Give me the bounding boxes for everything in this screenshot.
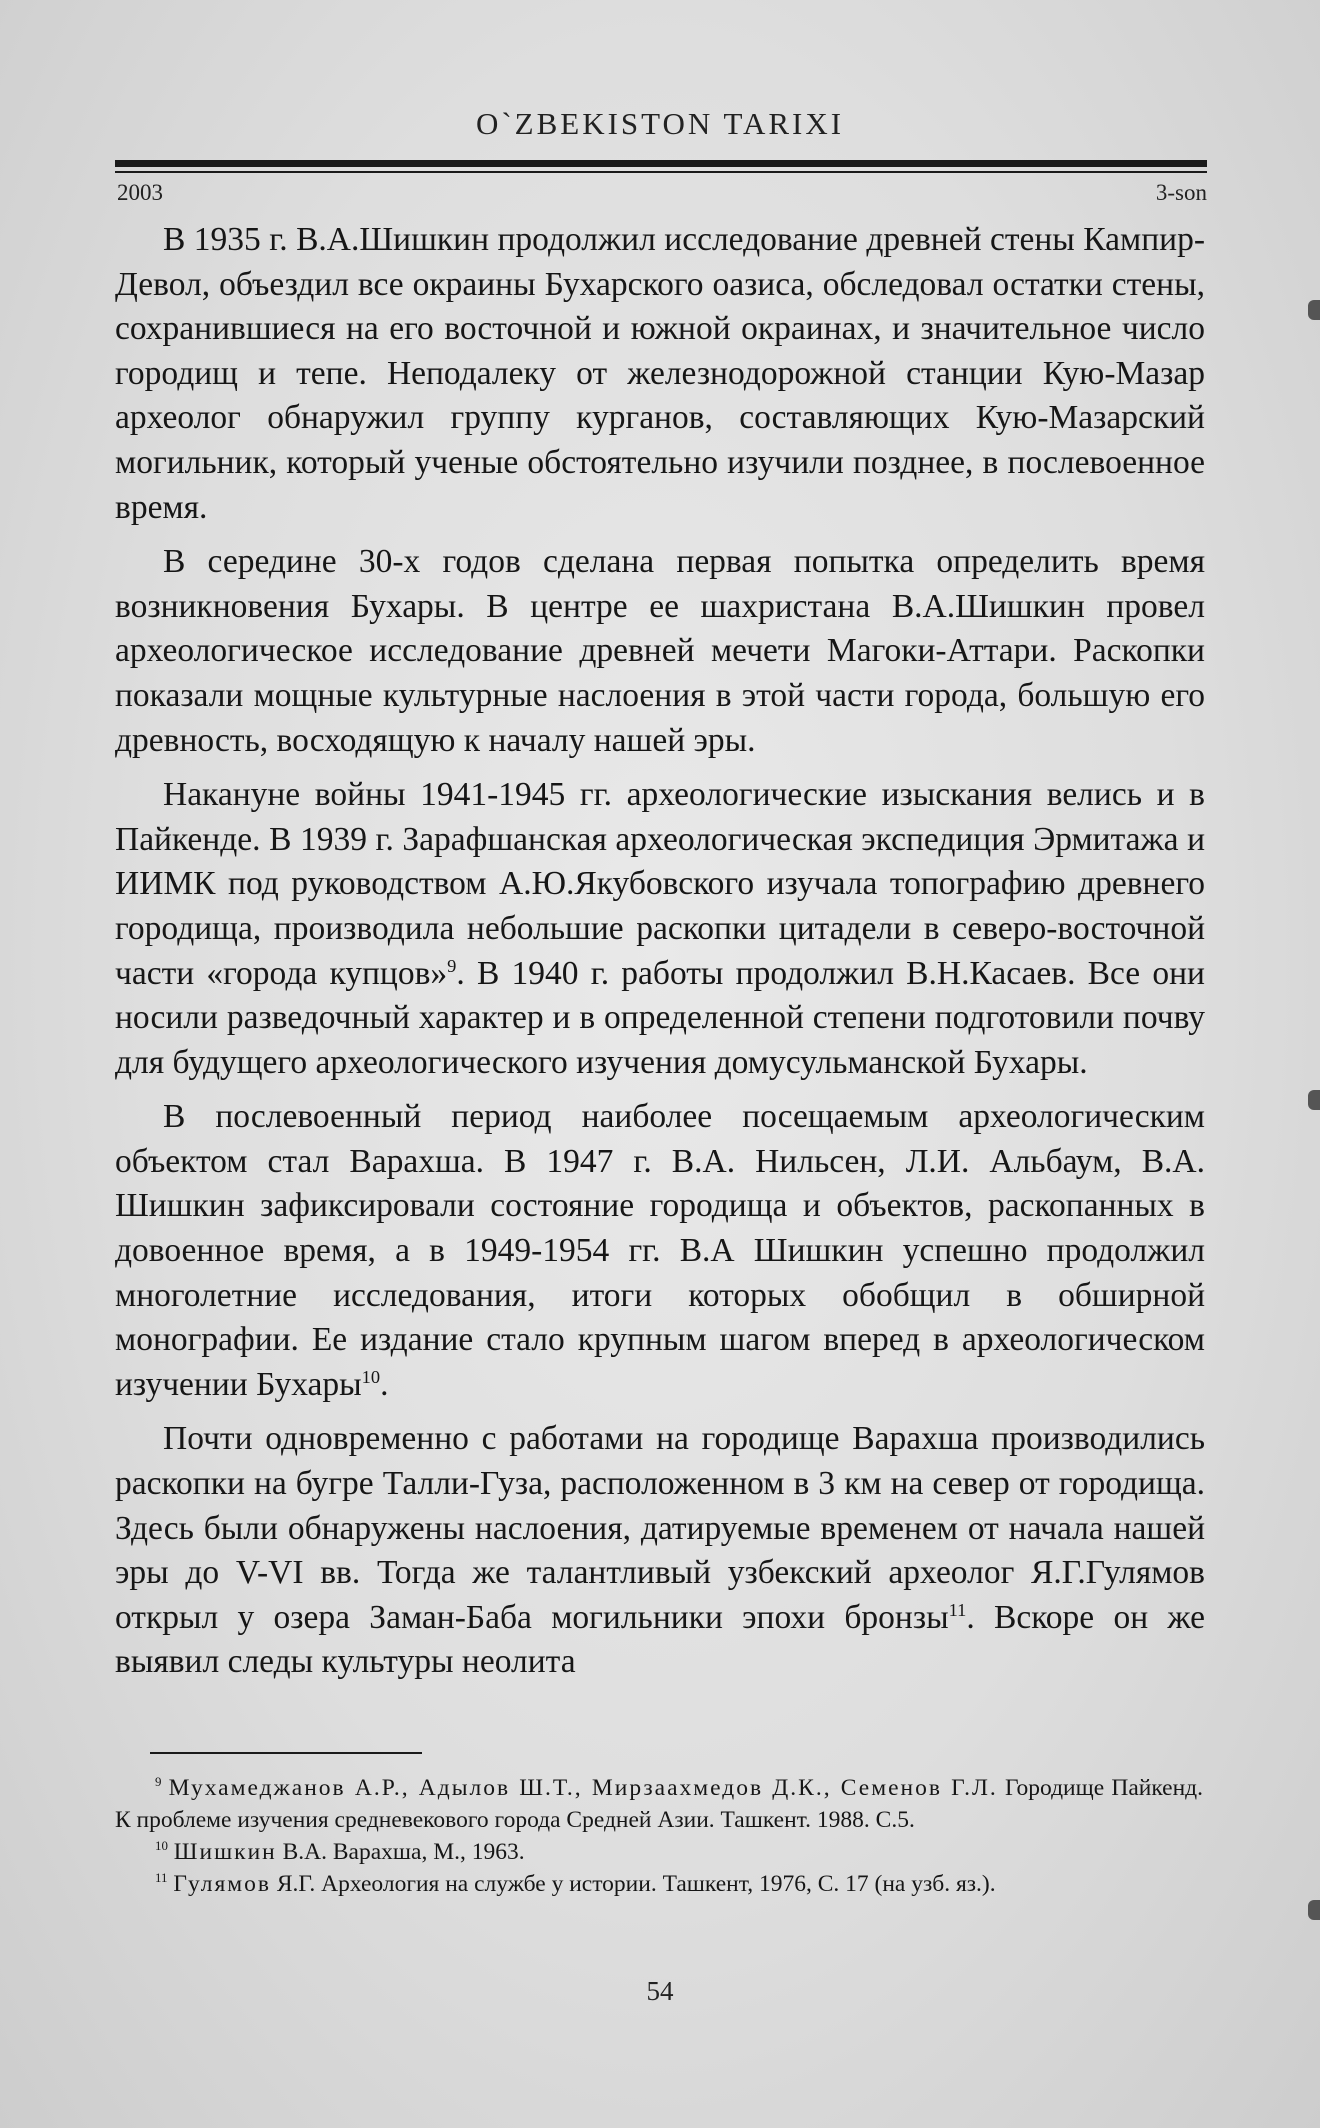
issue-number: 3-son bbox=[1155, 180, 1207, 205]
paragraph bbox=[115, 1417, 1205, 1685]
footnote bbox=[115, 1868, 1203, 1900]
paragraph-text-continued: . bbox=[380, 1365, 389, 1403]
footnote-reference: 10 bbox=[361, 1366, 381, 1387]
footnote-authors: Мухамеджанов А.Р., Адылов Ш.Т., Мирзаахмедов Д.К., Семенов Г.Л. bbox=[168, 1775, 998, 1801]
footnote bbox=[115, 1836, 1203, 1868]
issue-year: 2003 bbox=[117, 180, 163, 205]
footnote-separator bbox=[150, 1752, 422, 1754]
footnote-reference: 11 bbox=[948, 1599, 967, 1620]
header-rule-thick bbox=[115, 160, 1207, 167]
footnote bbox=[115, 1772, 1203, 1836]
paragraph bbox=[115, 773, 1205, 1085]
page-number: 54 bbox=[646, 1976, 674, 2006]
paragraph-text: В послевоенный период наиболее посещаемым археологическим объектом стал Варахша. В 1947 г. В.А. Нильсен, Л.И. Альбаум, В.А. Шишкин зафиксировали состояние городища и объектов, раскопанных в довоенное время, а в 1949-1954 гг. В.А Шишкин успешно продолжил многолетние исследования, итоги которых обобщил в обширной монографии. Ее издание стало крупным шагом вперед в археологическом изучении Бухары bbox=[115, 1098, 1205, 1403]
paragraph-text-continued: . Вскоре он же выявил следы культуры неолита bbox=[115, 1598, 1205, 1681]
journal-title: O`ZBEKISTON TARIXI bbox=[475, 106, 845, 141]
footnote-number: 10 bbox=[155, 1838, 168, 1854]
footnote-number: 11 bbox=[155, 1870, 168, 1886]
paragraph-text: В 1935 г. В.А.Шишкин продолжил исследование древней стены Кампир-Девол, объездил все окраины Бухарского оазиса, обследовал остатки стены, сохранившиеся на его восточной и южной окраинах, и значительное число городищ и тепе. Неподалеку от железнодорожной станции Кую-Мазар археолог обнаружил группу курганов, составляющих Кую-Мазарский могильник, который ученые обстоятельно изучили позднее, в послевоенное время. bbox=[115, 221, 1205, 526]
footnote-authors: Гулямов bbox=[173, 1871, 271, 1897]
footnotes bbox=[115, 1772, 1203, 1900]
paragraph bbox=[115, 540, 1205, 763]
footnote-text: В.А. Варахша, М., 1963. bbox=[276, 1839, 525, 1865]
footnote-reference: 9 bbox=[447, 955, 457, 976]
footnote-text: Городище Пайкенд. К проблеме изучения средневекового города Средней Азии. Ташкент. 1988. С.5. bbox=[115, 1775, 1203, 1833]
paragraph-text: Почти одновременно с работами на городище Варахша производились раскопки на бугре Талли-Гуза, расположенном в 3 км на север от городища. Здесь были обнаружены наслоения, датируемые временем от начала нашей эры до V-VI вв. Тогда же талантливый узбекский археолог Я.Г.Гулямов открыл у озера Заман-Баба могильники эпохи бронзы bbox=[115, 1420, 1205, 1636]
article-body bbox=[115, 218, 1205, 1695]
paragraph-text: В середине 30-х годов сделана первая попытка определить время возникновения Бухары. В центре ее шахристана В.А.Шишкин провел археологическое исследование древней мечети Магоки-Аттари. Раскопки показали мощные культурные наслоения в этой части города, большую его древность, восходящую к началу нашей эры. bbox=[115, 543, 1205, 759]
footnote-number: 9 bbox=[155, 1774, 162, 1790]
paragraph bbox=[115, 1095, 1205, 1407]
paragraph-text: Накануне войны 1941-1945 гг. археологические изыскания велись и в Пайкенде. В 1939 г. Зарафшанская археологическая экспедиция Эрмитажа и ИИМК под руководством А.Ю.Якубовского изучала топографию древнего городища, производила небольшие раскопки цитадели в северо-восточной части «города купцов» bbox=[115, 776, 1205, 992]
footnote-text: Я.Г. Археология на службе у истории. Ташкент, 1976, С. 17 (на узб. яз.). bbox=[270, 1871, 996, 1897]
header-rule-thin bbox=[115, 171, 1207, 173]
paragraph-text-continued: . В 1940 г. работы продолжил В.Н.Касаев. Все они носили разведочный характер и в определенной степени подготовили почву для будущего археологического изучения домусульманской Бухары. bbox=[115, 954, 1205, 1081]
footnote-authors: Шишкин bbox=[173, 1839, 277, 1865]
paragraph bbox=[115, 218, 1205, 530]
scan-edge-mark bbox=[1308, 300, 1320, 320]
scan-edge-mark bbox=[1308, 1900, 1320, 1920]
scan-edge-mark bbox=[1308, 1090, 1320, 1110]
